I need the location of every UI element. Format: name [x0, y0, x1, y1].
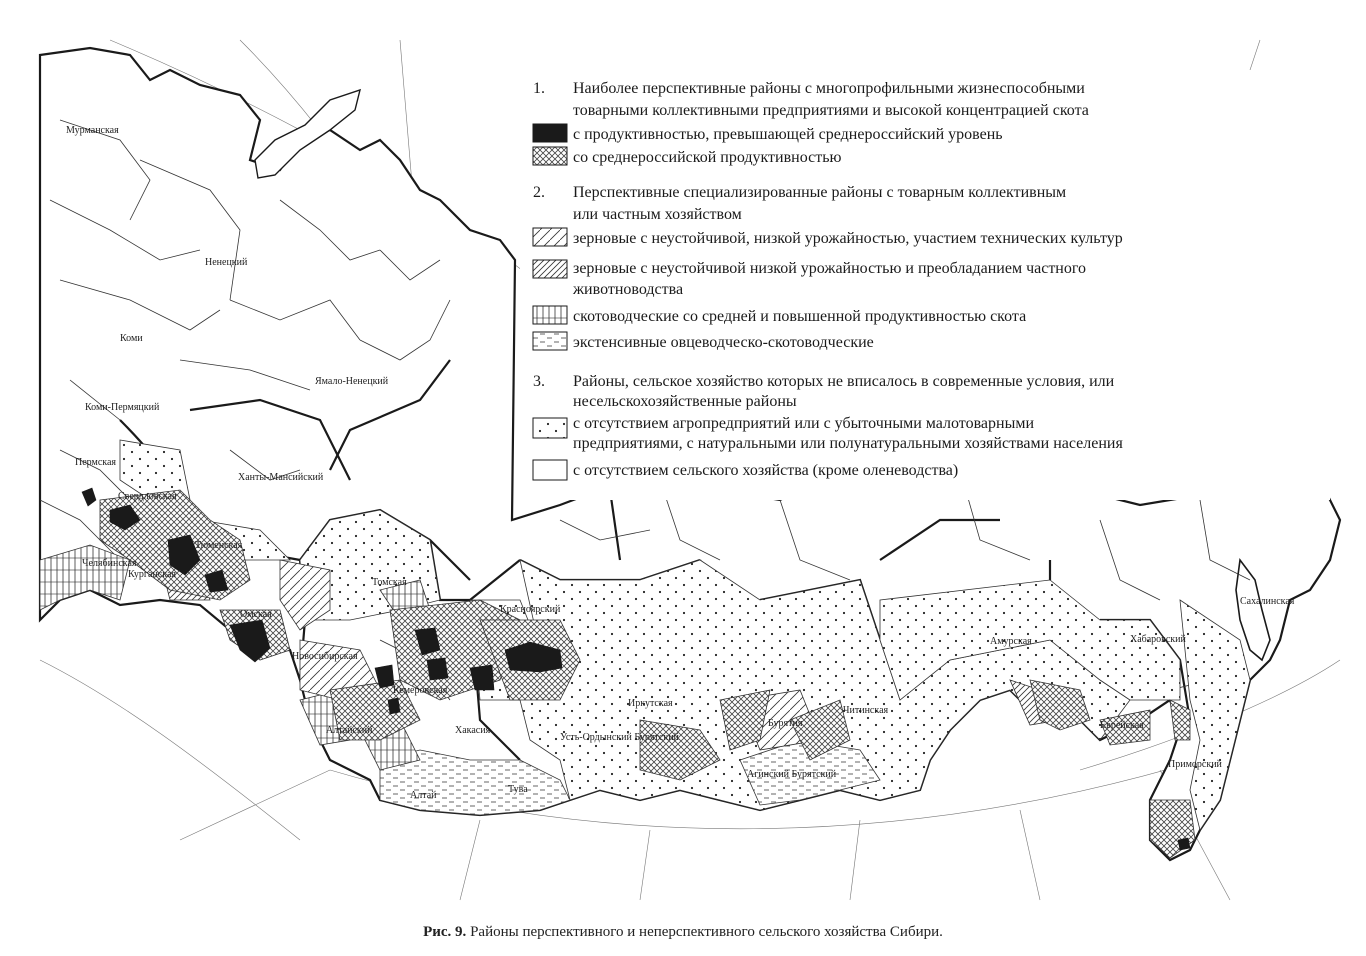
region-label: Коми-Пермяцкий	[85, 402, 160, 413]
legend-swatch-crosshatch	[533, 147, 567, 165]
figure-caption	[0, 924, 1366, 941]
legend-swatch-dots	[533, 418, 567, 438]
region-label: Сахалинская	[1240, 596, 1295, 607]
region-label: Томская	[372, 577, 407, 588]
region-label: Коми	[120, 333, 143, 344]
legend-group3-line1: Районы, сельское хозяйство которых не вписалось в современные условия, или	[573, 373, 1115, 390]
legend-group2-line1: Перспективные специализированные районы с товарным коллективным	[573, 184, 1067, 201]
region-label: Амурская	[990, 636, 1032, 647]
region-label: Хакасия	[455, 725, 491, 736]
region-label: Ямало-Ненецкий	[315, 376, 389, 387]
legend-item-crosshatch-text: со среднероссийской продуктивностью	[573, 149, 842, 166]
region-label: Агинский Бурятский	[747, 769, 837, 780]
region-label: Ненецкий	[205, 257, 248, 268]
legend-item-blank-text: с отсутствием сельского хозяйства (кроме оленеводства)	[573, 462, 959, 479]
region-label: Алтай	[410, 790, 437, 801]
legend-swatch-solid	[533, 124, 567, 142]
region-label: Приморский	[1168, 759, 1222, 770]
region-label: Кемеровская	[393, 685, 448, 696]
legend	[520, 70, 1330, 500]
region-label: Тува	[508, 784, 528, 795]
region-label: Тюменская	[195, 540, 243, 551]
legend-item-vertical-text: скотоводческие со средней и повышенной продуктивностью скота	[573, 308, 1027, 325]
region-label: Иркутская	[628, 698, 673, 709]
figure-title: Районы перспективного и неперспективного сельского хозяйства Сибири.	[470, 924, 943, 940]
legend-swatch-blank	[533, 460, 567, 480]
region-label: Усть-Ордынский Бурятский	[560, 732, 679, 743]
region-label: Курганская	[128, 569, 176, 580]
region-label: Мурманская	[66, 125, 119, 136]
legend-group2-line2: или частным хозяйством	[573, 206, 742, 223]
legend-item-dots-text2: предприятиями, с натуральными или полунатуральными хозяйствами населения	[573, 435, 1123, 452]
region-label: Омская	[240, 609, 272, 620]
legend-group1-number: 1.	[533, 80, 545, 97]
region-label: Еврейская	[1100, 720, 1144, 731]
legend-item-dashes-text: экстенсивные овцеводческо-скотоводческие	[573, 334, 874, 351]
region-label: Красноярский	[500, 604, 561, 615]
region-label: Пермская	[75, 457, 117, 468]
region-label: Ханты-Мансийский	[238, 472, 324, 483]
legend-item-dots-text: с отсутствием агропредприятий или с убыточными малотоварными	[573, 415, 1035, 432]
region-label: Бурятия	[768, 718, 803, 729]
legend-swatch-diag-sparse	[533, 228, 567, 246]
legend-item-diag-sparse-text: зерновые с неустойчивой, низкой урожайностью, участием технических культур	[573, 230, 1123, 247]
region-label: Свердловская	[118, 491, 177, 502]
legend-item-diag-dense-text2: животноводства	[573, 281, 684, 298]
figure-number: Рис. 9.	[423, 924, 467, 940]
legend-group2-number: 2.	[533, 184, 545, 201]
region-label: Челябинская	[82, 558, 137, 569]
legend-item-solid-text: с продуктивностью, превышающей среднероссийский уровень	[573, 126, 1003, 143]
region-label: Читинская	[843, 705, 889, 716]
region-label: Алтайский	[326, 725, 373, 736]
legend-group3-line2: несельскохозяйственные районы	[573, 393, 797, 410]
legend-group3-number: 3.	[533, 373, 545, 390]
legend-item-diag-dense-text: зерновые с неустойчивой низкой урожайностью и преобладанием частного	[573, 260, 1087, 277]
legend-group1-line1: Наиболее перспективные районы с многопрофильными жизнеспособными	[573, 80, 1085, 97]
region-label: Хабаровский	[1130, 634, 1186, 645]
legend-swatch-diag-dense	[533, 260, 567, 278]
region-label: Новосибирская	[292, 651, 358, 662]
legend-swatch-dashes	[533, 332, 567, 350]
legend-swatch-vertical	[533, 306, 567, 324]
legend-group1-line2: товарными коллективными предприятиями и высокой концентрацией скота	[573, 102, 1089, 119]
